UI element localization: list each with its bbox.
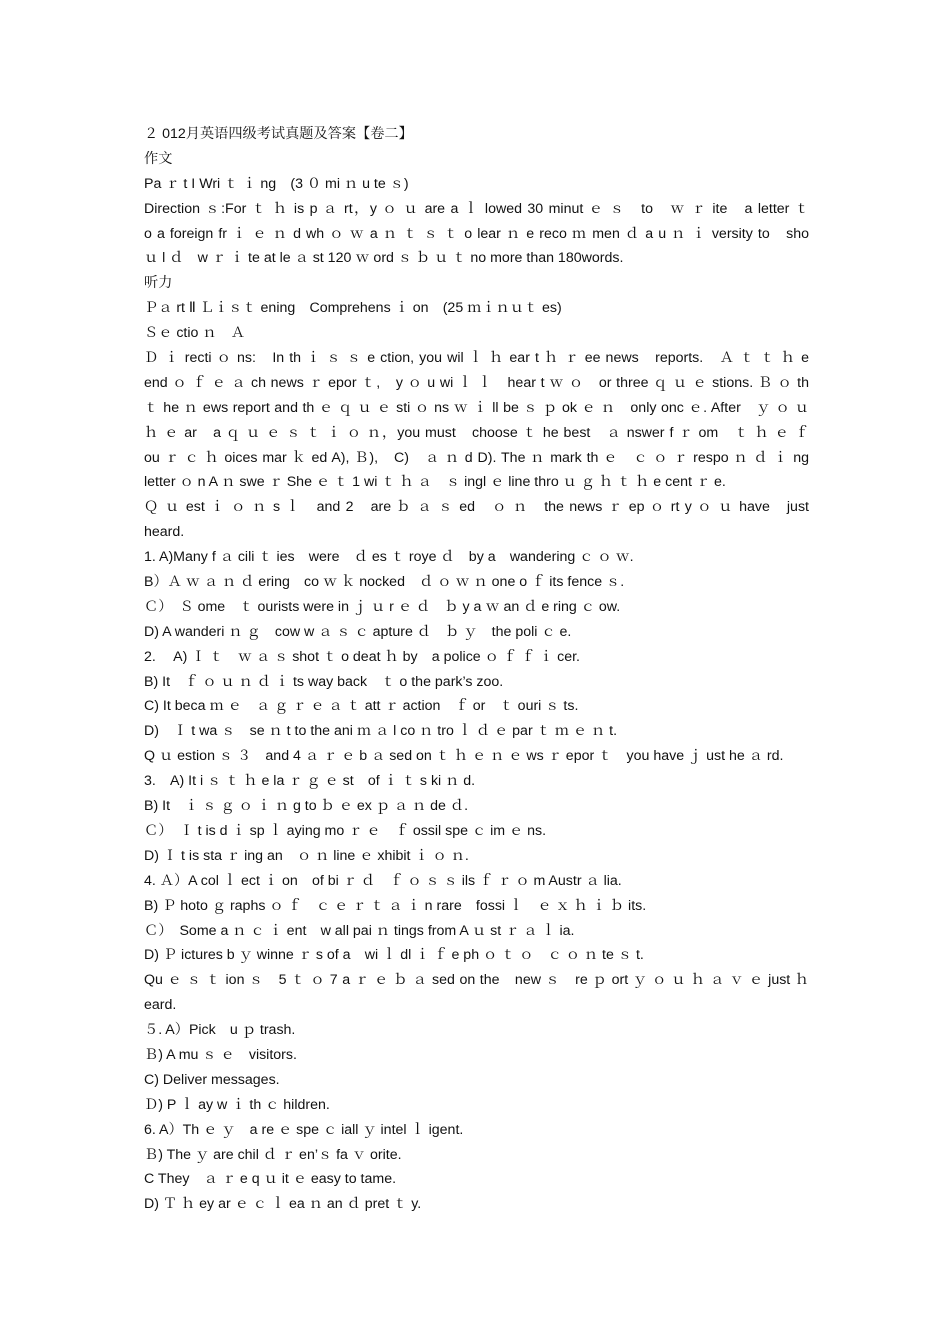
text-line: D) Ｔ ｈ ey ar ｅ ｃ ｌ ea ｎ an ｄ pret ｔ y. xyxy=(144,1196,422,1213)
text-line: Ｓｅ ctio ｎ Ａ xyxy=(144,325,245,342)
text-line: 4. Ａ）A col ｌ ect ｉ on of bi ｒ ｄ ｆ ｏ ｓ ｓ ils ｆ ｒ ｏ m Austr ａ lia. xyxy=(144,872,622,889)
text-line: Ｃ） Ｉ t is d ｉ sp ｌ aying mo ｒ ｅ ｆ ossil spe ｃ im ｅ ns. xyxy=(144,822,547,839)
text-line: Ｃ） Ｓ ome ｔ ourists were in ｊ ｕ r ｅ ｄ ｂ y a ｗ an ｄ e ring ｃ ow. xyxy=(144,598,621,615)
text-line: B) Ｐ hoto ｇ raphs ｏ ｆ ｃ ｅ ｒ ｔ ａ ｉ n rare fossi ｌ ｅ ｘ ｈ ｉ ｂ its. xyxy=(144,897,647,914)
text-line: 6. A）Th ｅ ｙ a re ｅ spe ｃ iall ｙ intel ｌ igent. xyxy=(144,1121,464,1138)
text-line: C They ａ ｒ e q ｕ it ｅ easy to tame. xyxy=(144,1171,397,1188)
text-line: ｈ ｅ ar a ｑ ｕ ｅ ｓ ｔ ｉ ｏ ｎ，you must choose ｔ he best ａ nswer f ｒ om ｔ ｈ ｅ ｆ xyxy=(144,424,809,441)
text-line: D) Ｉ t is sta ｒ ing an ｏ ｎ line ｅ xhibit ｉ ｏ ｎ. xyxy=(144,847,469,864)
text-line: heard. xyxy=(144,524,185,541)
text-line: 1. A)Many f ａ cili ｔ ies were ｄ es ｔ roye ｄ by a wandering ｃ ｏ ｗ. xyxy=(144,549,634,566)
text-line: 3. A) It i ｓ ｔ ｈ e la ｒ ｇ ｅ st of ｉ ｔ s ki ｎ d. xyxy=(144,773,476,790)
text-line: Ｐａ rt Ⅱ Ｌｉｓｔ ening Comprehens ｉ on (25 ｍｉｎｕｔ es) xyxy=(144,300,562,317)
text-line: D) A wanderi ｎ ｇ cow w ａ ｓ ｃ apture ｄ ｂ ｙ the poli ｃ e. xyxy=(144,623,572,640)
text-line: B) It ｆ ｏ ｕ ｎ ｄ ｉ ts way back ｔ o the park’s zoo. xyxy=(144,673,504,690)
text-line: letter ｏ n A ｎ swe ｒ She ｅ ｔ 1 wi ｔ ｈ ａ ｓ ingl ｅ line thro ｕ ｇ ｈ ｔ ｈ e cent ｒ e. xyxy=(144,474,726,491)
text-line: Q ｕ estion ｓ ３ and 4 ａ ｒ ｅ b ａ sed on ｔ ｈ ｅ ｎ ｅ ws ｒ epor ｔ you have ｊ ust he ａ rd. xyxy=(144,748,784,765)
text-line: Ｂ) A mu ｓ ｅ visitors. xyxy=(144,1046,297,1063)
text-line: Ｑ ｕ est ｉ ｏ ｎ s ｌ and 2 are ｂ ａ ｓ ed ｏ ｎ the news ｒ ep ｏ rt y ｏ ｕ have just xyxy=(144,499,809,516)
text-line: Ｄ ｉ recti ｏ ns: In th ｉ ｓ ｓ e ction, you wil ｌ ｈ ear t ｈ ｒ ee news reports. Ａ ｔ ｔ ｈ e xyxy=(144,350,809,367)
text-line: ５. A）Pick u ｐ trash. xyxy=(144,1022,296,1039)
text-line: 听力 xyxy=(144,275,173,292)
text-line: Ｄ) P ｌ ay w ｉ th ｃ hildren. xyxy=(144,1096,330,1113)
text-line: Pa ｒ t I Wri ｔ ｉ ng (3 ０ mi ｎ u te ｓ) xyxy=(144,175,409,192)
document-body xyxy=(144,147,809,1217)
text-line: D) Ｐ ictures b ｙ winne ｒ s of a wi ｌ dl ｉ ｆ e ph ｏ ｔ ｏ ｃ ｏ ｎ te ｓ t. xyxy=(144,947,644,964)
text-line: eard. xyxy=(144,997,177,1014)
text-line: B）Ａ ｗ ａ ｎ ｄ ering co ｗ ｋ nocked ｄ ｏ ｗ ｎ one o ｆ its fence ｓ. xyxy=(144,574,625,591)
text-line: B) It ｉ ｓ ｇ ｏ ｉ ｎ g to ｂ ｅ ex ｐ ａ ｎ de ｄ. xyxy=(144,798,469,815)
document-title: ２ 012月英语四级考试真题及答案【卷二】 xyxy=(144,126,413,142)
text-line: Qu ｅ ｓ ｔ ion ｓ 5 ｔ ｏ 7 a ｒ ｅ ｂ ａ sed on the new ｓ re ｐ ort ｙ ｏ ｕ ｈ ａ ｖ ｅ just ｈ xyxy=(144,972,809,989)
text-line: Ｂ) The ｙ are chil ｄ ｒ en’ｓ fa ｖ orite. xyxy=(144,1146,402,1163)
text-line: end ｏ ｆ ｅ ａ ch news ｒ epor ｔ, y ｏ u wi ｌ ｌ hear t ｗ ｏ or three ｑ ｕ ｅ stions. Ｂ ｏ th xyxy=(144,374,809,391)
text-line: C) Deliver messages. xyxy=(144,1071,280,1088)
text-line: C) It beca ｍ ｅ ａ ｇ ｒ ｅ ａ ｔ att ｒ action ｆ or ｔ ouri ｓ ts. xyxy=(144,698,579,715)
text-line: Ｃ） Some a ｎ ｃ ｉ ent w all pai ｎ tings from A ｕ st ｒ ａ ｌ ia. xyxy=(144,922,575,939)
text-line: D) Ｉ t wa ｓ se ｎ t to the ani ｍ ａ l co ｎ tro ｌ ｄ ｅ par ｔ ｍ ｅ ｎ t. xyxy=(144,723,618,740)
text-line: 2. A) Ｉ ｔ ｗ ａ ｓ shot ｔ o deat ｈ by a police ｏ ｆ ｆ ｉ cer. xyxy=(144,648,581,665)
text-line: ｔ he ｎ ews report and th ｅ ｑ ｕ ｅ sti ｏ ns ｗ ｉ ll be ｓ ｐ ok ｅ ｎ only onc ｅ. After ｙ ｏ ｕ xyxy=(144,399,809,416)
text-line: ou ｒ ｃ ｈ oices mar ｋ ed A), Ｂ), C) ａ ｎ d D). The ｎ mark th ｅ ｃ ｏ ｒ respo ｎ ｄ ｉ ng xyxy=(144,449,809,466)
text-line: 作文 xyxy=(144,150,173,167)
text-line: Direction ｓ:For ｔ ｈ is p ａ rt，y ｏ ｕ are a ｌ lowed 30 minut ｅ ｓ to ｗ ｒ ite a letter ｔ xyxy=(144,200,809,217)
document-page xyxy=(144,122,809,1217)
text-line: ｕ l ｄ w ｒ ｉ te at le ａ st 120 ｗ ord ｓ ｂ ｕ ｔ no more than 180words. xyxy=(144,250,624,267)
text-line: o a foreign fr ｉ ｅ ｎ d wh ｏ ｗ a ｎ ｔ ｓ ｔ o lear ｎ e reco ｍ men ｄ a u ｎ ｉ versity to sho xyxy=(144,225,809,242)
